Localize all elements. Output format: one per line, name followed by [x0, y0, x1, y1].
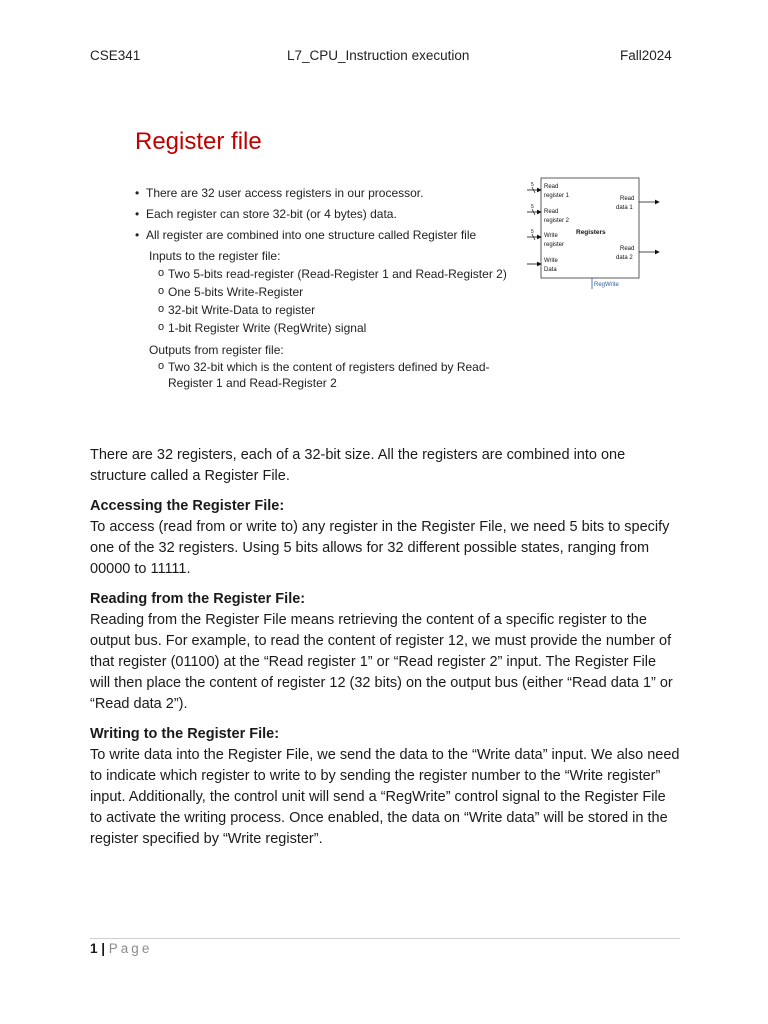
footer-divider [90, 938, 680, 939]
page-footer [90, 941, 152, 956]
section-heading: Writing to the Register File: [90, 726, 280, 742]
header-lecture: L7_CPU_Instruction execution [287, 48, 470, 63]
block-label: Registers [576, 229, 606, 236]
section-heading: Reading from the Register File: [90, 591, 306, 607]
register-file-diagram [525, 175, 665, 293]
input-write-data: Data [544, 267, 557, 273]
slide-title: Register file [135, 128, 262, 155]
input-write-register: register [544, 242, 565, 248]
input-read-register-2: Read [544, 209, 559, 215]
outputs-heading: Outputs from register file: [149, 343, 284, 357]
output-item: o Two 32-bit which is the content of registers defined by Read-Register 1 and Read-Register 2 [135, 359, 528, 391]
section-accessing [90, 496, 680, 580]
bus-width-label: 5 [531, 229, 534, 235]
section-text: To write data into the Register File, we send the data to the “Write data” input. We also need to indicate which register to write to by sending the register number to the “Write register” input. Additionally, the control unit will send a “RegWrite” control signal to the Register File to activate the writing process. Once enabled, the data on “Write data” will be stored in the register specified by “Write register”. [90, 747, 680, 847]
section-text: To access (read from or write to) any register in the Register File, we need 5 bits to specify one of the 32 registers. Using 5 bits allows for 32 different possible states, ranging from 00000 to 11111. [90, 519, 670, 577]
input-write-register: Write [544, 233, 558, 239]
bus-width-label: 5 [531, 182, 534, 188]
bullet-item: • Each register can store 32-bit (or 4 bytes) data. [135, 205, 535, 223]
bullet-item: • There are 32 user access registers in our processor. [135, 184, 535, 202]
input-item: o One 5-bits Write-Register [135, 283, 535, 301]
page-label: Page [108, 941, 153, 956]
output-read-data-2: data 2 [616, 255, 633, 261]
slide-bullets [135, 184, 535, 391]
header-term: Fall2024 [620, 48, 672, 63]
input-item: o 1-bit Register Write (RegWrite) signal [135, 319, 535, 337]
footer-separator: | [97, 941, 109, 956]
input-read-register-1: register 1 [544, 193, 570, 199]
output-read-data-2: Read [620, 246, 635, 252]
input-item: o 32-bit Write-Data to register [135, 301, 535, 319]
output-read-data-1: Read [620, 196, 635, 202]
input-write-data: Write [544, 258, 558, 264]
input-item: o Two 5-bits read-register (Read-Register 1 and Read-Register 2) [135, 265, 535, 283]
section-reading [90, 589, 680, 715]
output-read-data-1: data 1 [616, 205, 633, 211]
section-heading: Accessing the Register File: [90, 498, 285, 514]
input-read-register-1: Read [544, 184, 559, 190]
body-text [90, 445, 680, 859]
intro-paragraph: There are 32 registers, each of a 32-bit size. All the registers are combined into one structure called a Register File. [90, 447, 626, 484]
inputs-heading: Inputs to the register file: [149, 249, 281, 263]
header-course: CSE341 [90, 48, 141, 63]
section-writing [90, 724, 680, 850]
section-text: Reading from the Register File means retrieving the content of a specific register to the output bus. For example, to read the content of register 12, we must provide the number of that register (01100) at the “Read register 1” or “Read register 2” input. The Register File will then place the content of register 12 (32 bits) on the output bus (either “Read data 1” or “Read data 2”). [90, 612, 673, 712]
bus-width-label: 5 [531, 204, 534, 210]
bullet-item: • All register are combined into one structure called Register file [135, 226, 535, 244]
page-number: 1 [90, 941, 98, 956]
control-regwrite: RegWrite [594, 282, 619, 288]
input-read-register-2: register 2 [544, 218, 570, 224]
